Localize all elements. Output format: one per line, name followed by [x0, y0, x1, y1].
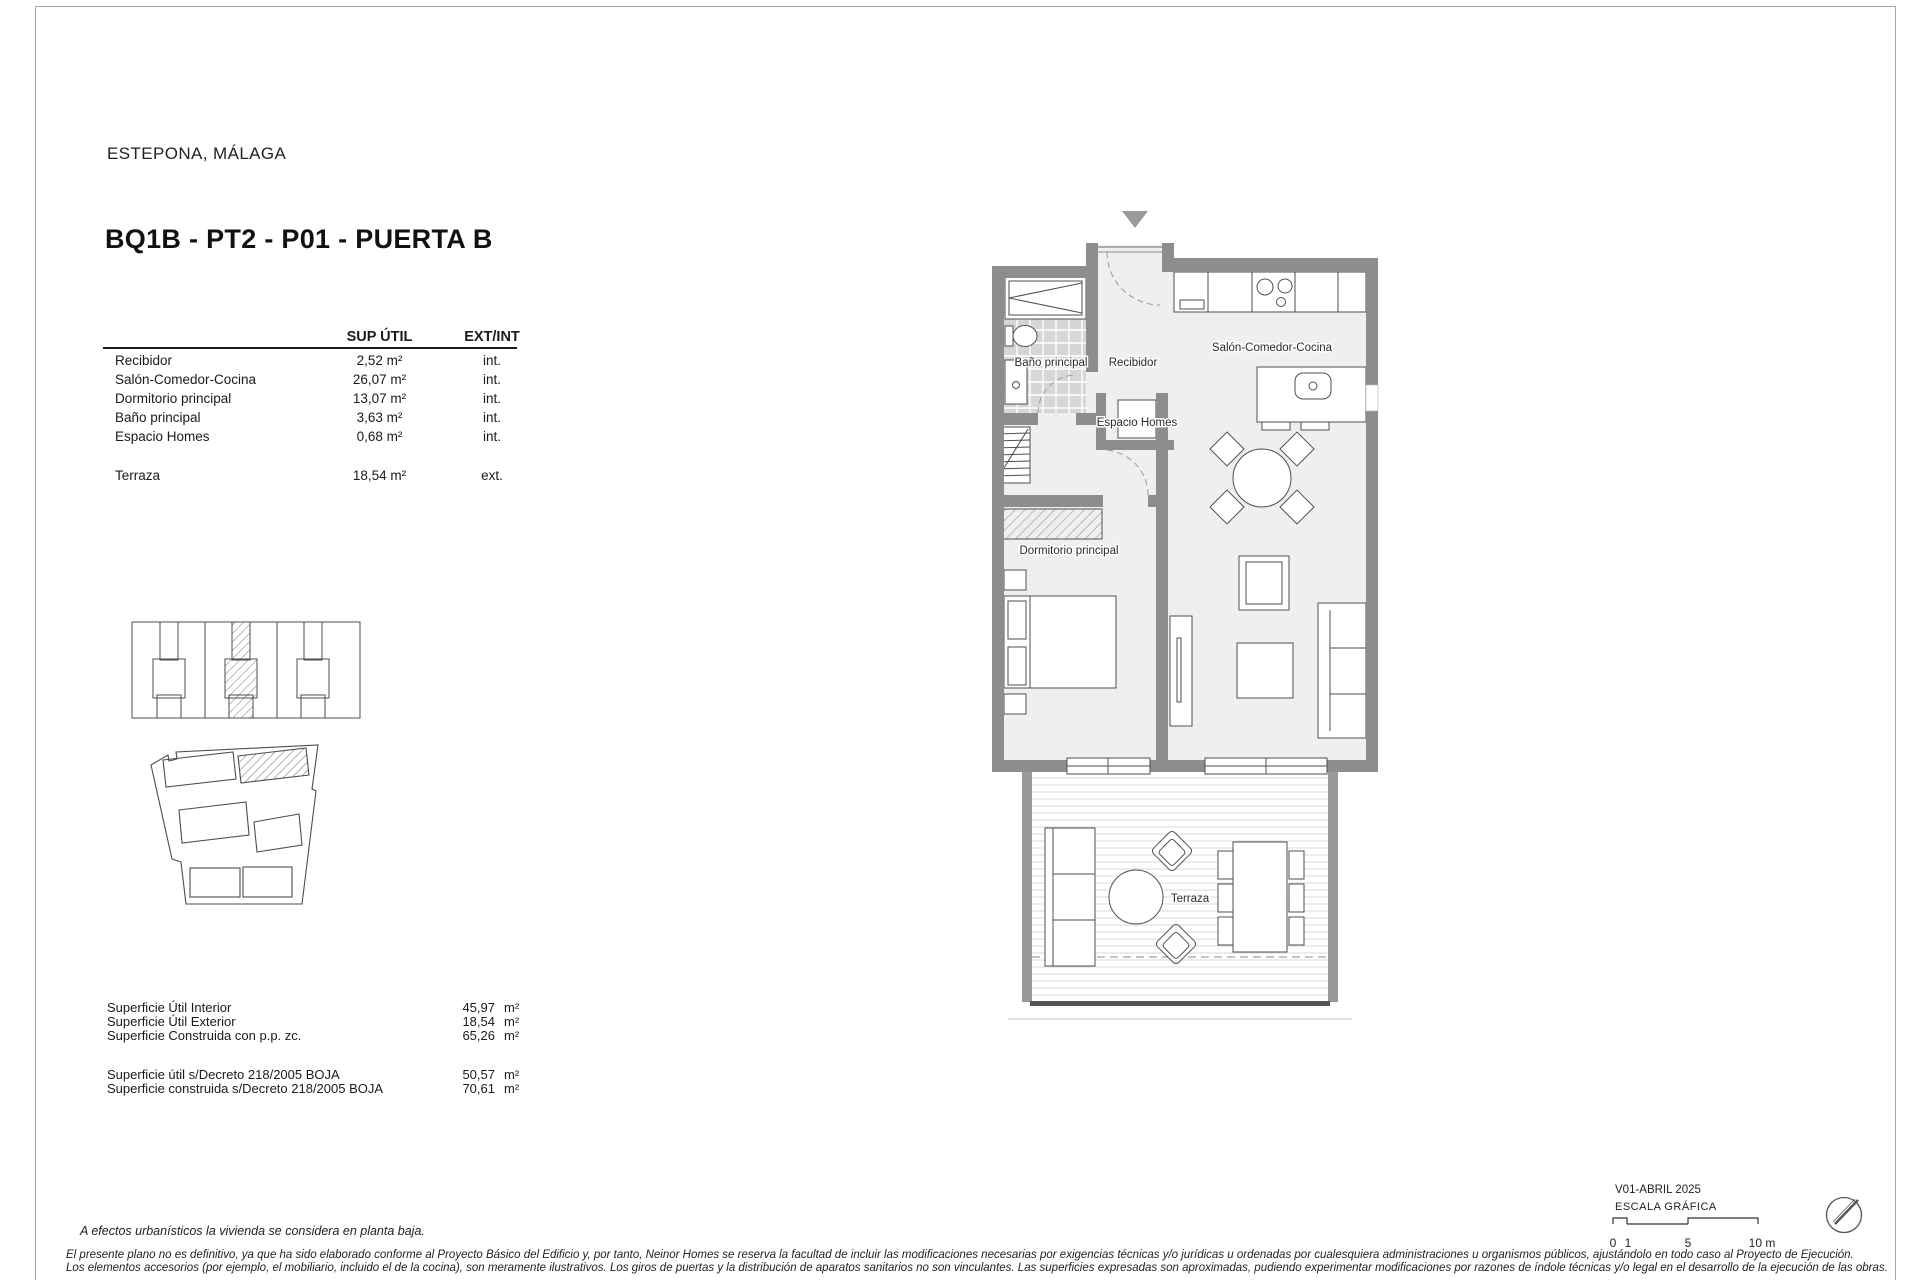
floor-plan — [985, 195, 1390, 1035]
cooktop-burner — [1257, 279, 1273, 295]
bathtub — [1005, 277, 1086, 319]
table-row: Recibidor 2,52 m² int. — [115, 353, 501, 368]
summary-row: Superficie Útil Exterior 18,54 m² — [107, 1014, 520, 1029]
pillow — [1008, 647, 1026, 685]
table-row: Espacio Homes 0,68 m² int. — [115, 429, 501, 444]
terrace-edge — [1030, 1001, 1330, 1006]
pillow — [1008, 601, 1026, 639]
scale-graphic-label: ESCALA GRÁFICA — [1615, 1201, 1717, 1213]
table-row: Salón-Comedor-Cocina 26,07 m² int. — [115, 372, 501, 387]
bedroom-window — [1067, 758, 1150, 774]
nightstand — [1004, 694, 1026, 714]
toilet — [1005, 326, 1037, 347]
summary-row: Superficie útil s/Decreto 218/2005 BOJA 50,57 m² — [107, 1067, 520, 1082]
scale-tick-1: 1 — [1624, 1236, 1632, 1250]
round-table — [1233, 449, 1291, 507]
kitchen-island — [1257, 367, 1366, 430]
area-table-header — [103, 329, 555, 346]
media-unit — [1170, 616, 1192, 726]
surface-summary — [107, 1001, 537, 1096]
unit-shape — [153, 622, 185, 718]
bed — [1004, 596, 1116, 688]
sofa — [1318, 603, 1366, 738]
terrace-dining-table — [1218, 842, 1304, 952]
scale-tick-0: 0 — [1609, 1236, 1617, 1250]
room-label-bedroom: Dormitorio principal — [1019, 545, 1119, 557]
wall-niche — [1366, 385, 1378, 411]
unit-shape-highlighted — [225, 622, 257, 718]
site-building-highlighted — [238, 748, 309, 783]
room-label-living: Salón-Comedor-Cocina — [1211, 342, 1333, 354]
room-label-bathroom: Baño principal — [1014, 357, 1088, 369]
table-row: Baño principal 3,63 m² int. — [115, 410, 501, 425]
table-rule — [103, 347, 517, 349]
terrace-chair — [1155, 923, 1197, 965]
scale-tick-5: 5 — [1684, 1236, 1692, 1250]
terrace-chair — [1151, 830, 1193, 872]
area-table — [103, 329, 555, 485]
block-location-diagram — [132, 622, 360, 718]
nightstand — [1004, 570, 1026, 590]
disclaimer-line-2: Los elementos accesorios (por ejemplo, el mobiliario, incluido el de la cocina), son meramente ilustrativos. Los giros de puertas y la distribución de aparatos sanitarios no son vinculantes. Las superficies expresadas son aproximadas, pudiendo experimentar modificaciones por razones de índole técnicas y/o legal en el desarrollo de la ejecución de las obras. — [66, 1262, 1888, 1274]
room-label-hall: Recibidor — [1108, 357, 1158, 369]
summary-row: Superficie Útil Interior 45,97 m² — [107, 1000, 520, 1015]
col-header-sup-util: SUP ÚTIL — [346, 329, 413, 345]
summary-row: Superficie construida s/Decreto 218/2005 BOJA 70,61 m² — [107, 1081, 520, 1096]
planta-baja-footnote: A efectos urbanísticos la vivienda se considera en planta baja. — [80, 1224, 425, 1238]
terrace-sofa — [1045, 828, 1095, 966]
scale-bar — [1605, 1212, 1790, 1254]
unit-shape — [297, 622, 329, 718]
room-label-terrace: Terraza — [1170, 893, 1210, 905]
plan-version: V01-ABRIL 2025 — [1615, 1184, 1701, 1196]
disclaimer-line-1: El presente plano no es definitivo, ya que ha sido elaborado conforme al Proyecto Básico del Edificio y, por tanto, Neinor Homes se reserva la facultad de incluir las modificaciones necesarias por exigencias técnicas y/o jurídicas u ordenadas por cualesquiera administraciones u organismos públicos, ajustándolo en todo caso al Proyecto de Ejecución. — [66, 1249, 1854, 1261]
living-room-doors — [1205, 758, 1327, 774]
page-border-top — [35, 6, 1895, 7]
scale-tick-10m: 10 m — [1748, 1236, 1776, 1250]
stool — [1301, 422, 1329, 430]
kitchen-counter — [1174, 272, 1366, 312]
page-border-right — [1895, 6, 1896, 1280]
site-plan-diagram — [151, 745, 318, 904]
entrance-arrow-icon — [1122, 211, 1148, 228]
wardrobe — [996, 509, 1102, 539]
table-row: Terraza 18,54 m² ext. — [115, 468, 503, 483]
armchair — [1239, 556, 1289, 610]
summary-row: Superficie Construida con p.p. zc. 65,26 m² — [107, 1028, 520, 1043]
page-title: BQ1B - PT2 - P01 - PUERTA B — [105, 224, 493, 254]
col-header-ext-int: EXT/INT — [464, 329, 520, 345]
terrace-table — [1109, 870, 1163, 924]
location-key-diagrams — [105, 612, 375, 952]
room-label-storage: Espacio Homes — [1096, 417, 1178, 429]
location-label: ESTEPONA, MÁLAGA — [107, 144, 287, 163]
stool — [1262, 422, 1290, 430]
table-row: Dormitorio principal 13,07 m² int. — [115, 391, 501, 406]
compass-icon — [1820, 1192, 1868, 1240]
page-border-left — [35, 6, 36, 1280]
coffee-table — [1237, 643, 1293, 698]
